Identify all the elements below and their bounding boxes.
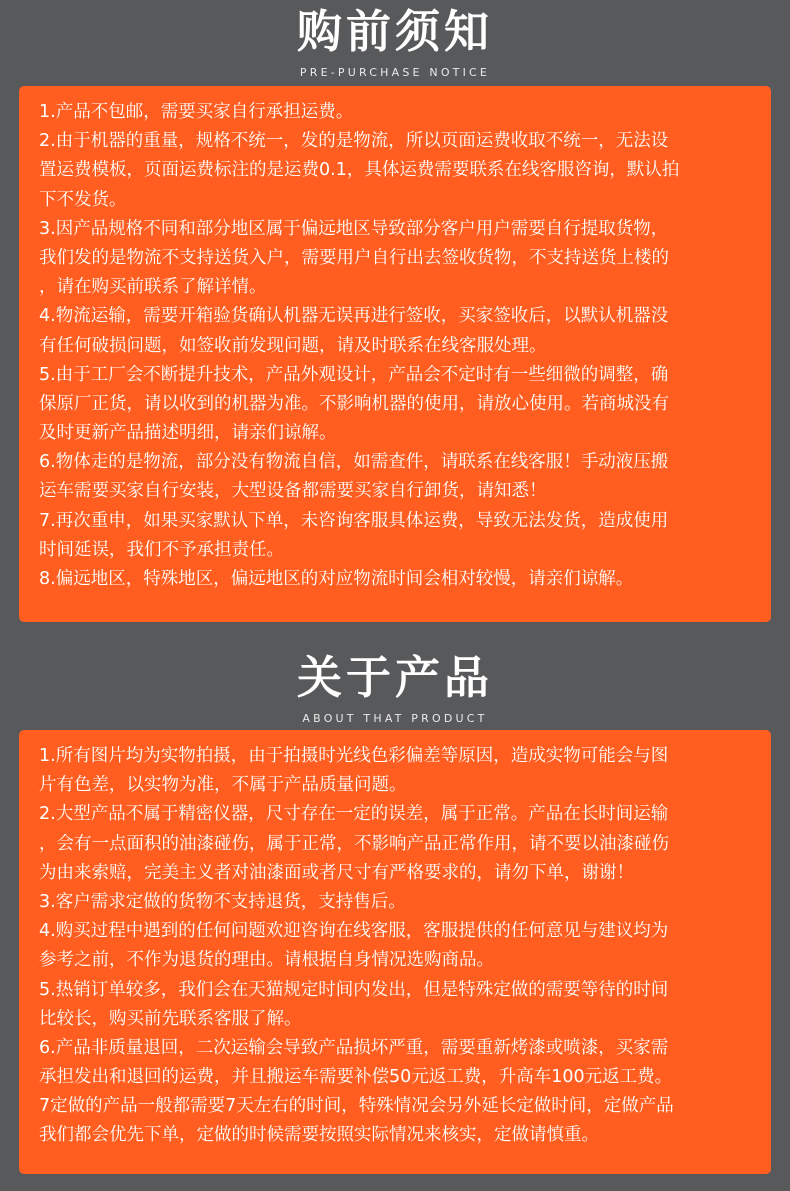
notice-line: 置运费模板，页面运费标注的是运费0.1，具体运费需要联系在线客服咨询，默认拍	[39, 160, 680, 181]
product-info-line: 为由来索赔，完美主义者对油漆面或者尺寸有严格要求的，请勿下单，谢谢！	[39, 862, 634, 883]
notice-line: 8.偏远地区，特殊地区，偏远地区的对应物流时间会相对较慢，请亲们谅解。	[39, 569, 634, 589]
notice-line: 运车需要买家自行安装，大型设备都需要买家自行卸货，请知悉！	[39, 481, 547, 502]
notice-line: 下不发货。	[39, 189, 127, 210]
notice-line: 5.由于工厂会不断提升技术，产品外观设计，产品会不定时有一些细微的调整，确	[39, 364, 669, 385]
notice-line: 7.再次重申，如果买家默认下单，未咨询客服具体运费，导致无法发货，造成使用	[39, 510, 669, 531]
notice-line: 3.因产品规格不同和部分地区属于偏远地区导致部分客户用户需要自行提取货物，	[39, 218, 669, 239]
product-info-line: 5.热销订单较多，我们会在天猫规定时间内发出，但是特殊定做的需要等待的时间	[39, 979, 669, 1000]
product-info-panel	[19, 730, 771, 1174]
product-info-line: 6.产品非质量退回，二次运输会导致产品损坏严重，需要重新烤漆或喷漆，买家需	[39, 1037, 669, 1058]
product-info-line: 2.大型产品不属于精密仪器，尺寸存在一定的误差，属于正常。产品在长时间运输	[39, 804, 669, 825]
section-subtitle: ABOUT THAT PRODUCT	[302, 712, 488, 725]
notice-panel	[19, 86, 771, 622]
notice-line: 1.产品不包邮，需要买家自行承担运费。	[39, 102, 354, 122]
about-product-section	[0, 640, 790, 1146]
product-info-line: 参考之前，不作为退货的理由。请根据自身情况选购商品。	[39, 950, 494, 971]
product-info-line: 1.所有图片均为实物拍摄，由于拍摄时光线色彩偏差等原因，造成实物可能会与图	[39, 746, 669, 766]
notice-line: 我们发的是物流不支持送货入户，需要用户自行出去签收货物，不支持送货上楼的	[39, 247, 669, 268]
product-info-line: 7定做的产品一般都需要7天左右的时间，特殊情况会另外延长定做时间，定做产品	[39, 1096, 674, 1117]
notice-line: 2.由于机器的重量，规格不统一，发的是物流，所以页面运费收取不统一，无法设	[39, 131, 669, 152]
section-title: 关于产品	[296, 651, 493, 704]
product-info-line: 承担发出和退回的运费，并且搬运车需要补偿50元返工费，升高车100元返工费。	[39, 1067, 673, 1088]
product-info-line: 4.购买过程中遇到的任何问题欢迎咨询在线客服，客服提供的任何意见与建议均为	[39, 921, 669, 942]
product-info-line: 我们都会优先下单，定做的时候需要按照实际情况来核实，定做请慎重。	[39, 1125, 599, 1146]
notice-line: 时间延误，我们不予承担责任。	[39, 539, 284, 560]
product-info-line: ，会有一点面积的油漆碰伤，属于正常，不影响产品正常作用，请不要以油漆碰伤	[39, 833, 669, 854]
section-title: 购前须知	[296, 5, 493, 58]
pre-purchase-notice-section	[0, 0, 790, 589]
notice-line: ，请在购买前联系了解详情。	[39, 277, 267, 298]
notice-line: 保原厂正货，请以收到的机器为准。不影响机器的使用，请放心使用。若商城没有	[39, 393, 669, 414]
product-info-line: 3.客户需求定做的货物不支持退货，支持售后。	[39, 891, 406, 912]
product-info-line: 片有色差，以实物为准，不属于产品质量问题。	[39, 775, 407, 796]
section-heading	[0, 640, 790, 726]
notice-line: 有任何破损问题，如签收前发现问题，请及时联系在线客服处理。	[39, 335, 547, 356]
section-subtitle: PRE-PURCHASE NOTICE	[299, 66, 491, 79]
product-info-line: 比较长，购买前先联系客服了解。	[39, 1008, 302, 1029]
notice-line: 6.物体走的是物流，部分没有物流自信，如需查件，请联系在线客服！手动液压搬	[39, 452, 669, 473]
notice-line: 4.物流运输，需要开箱验货确认机器无误再进行签收，买家签收后，以默认机器没	[39, 306, 669, 327]
section-heading	[0, 0, 790, 80]
notice-line: 及时更新产品描述明细，请亲们谅解。	[39, 423, 337, 444]
